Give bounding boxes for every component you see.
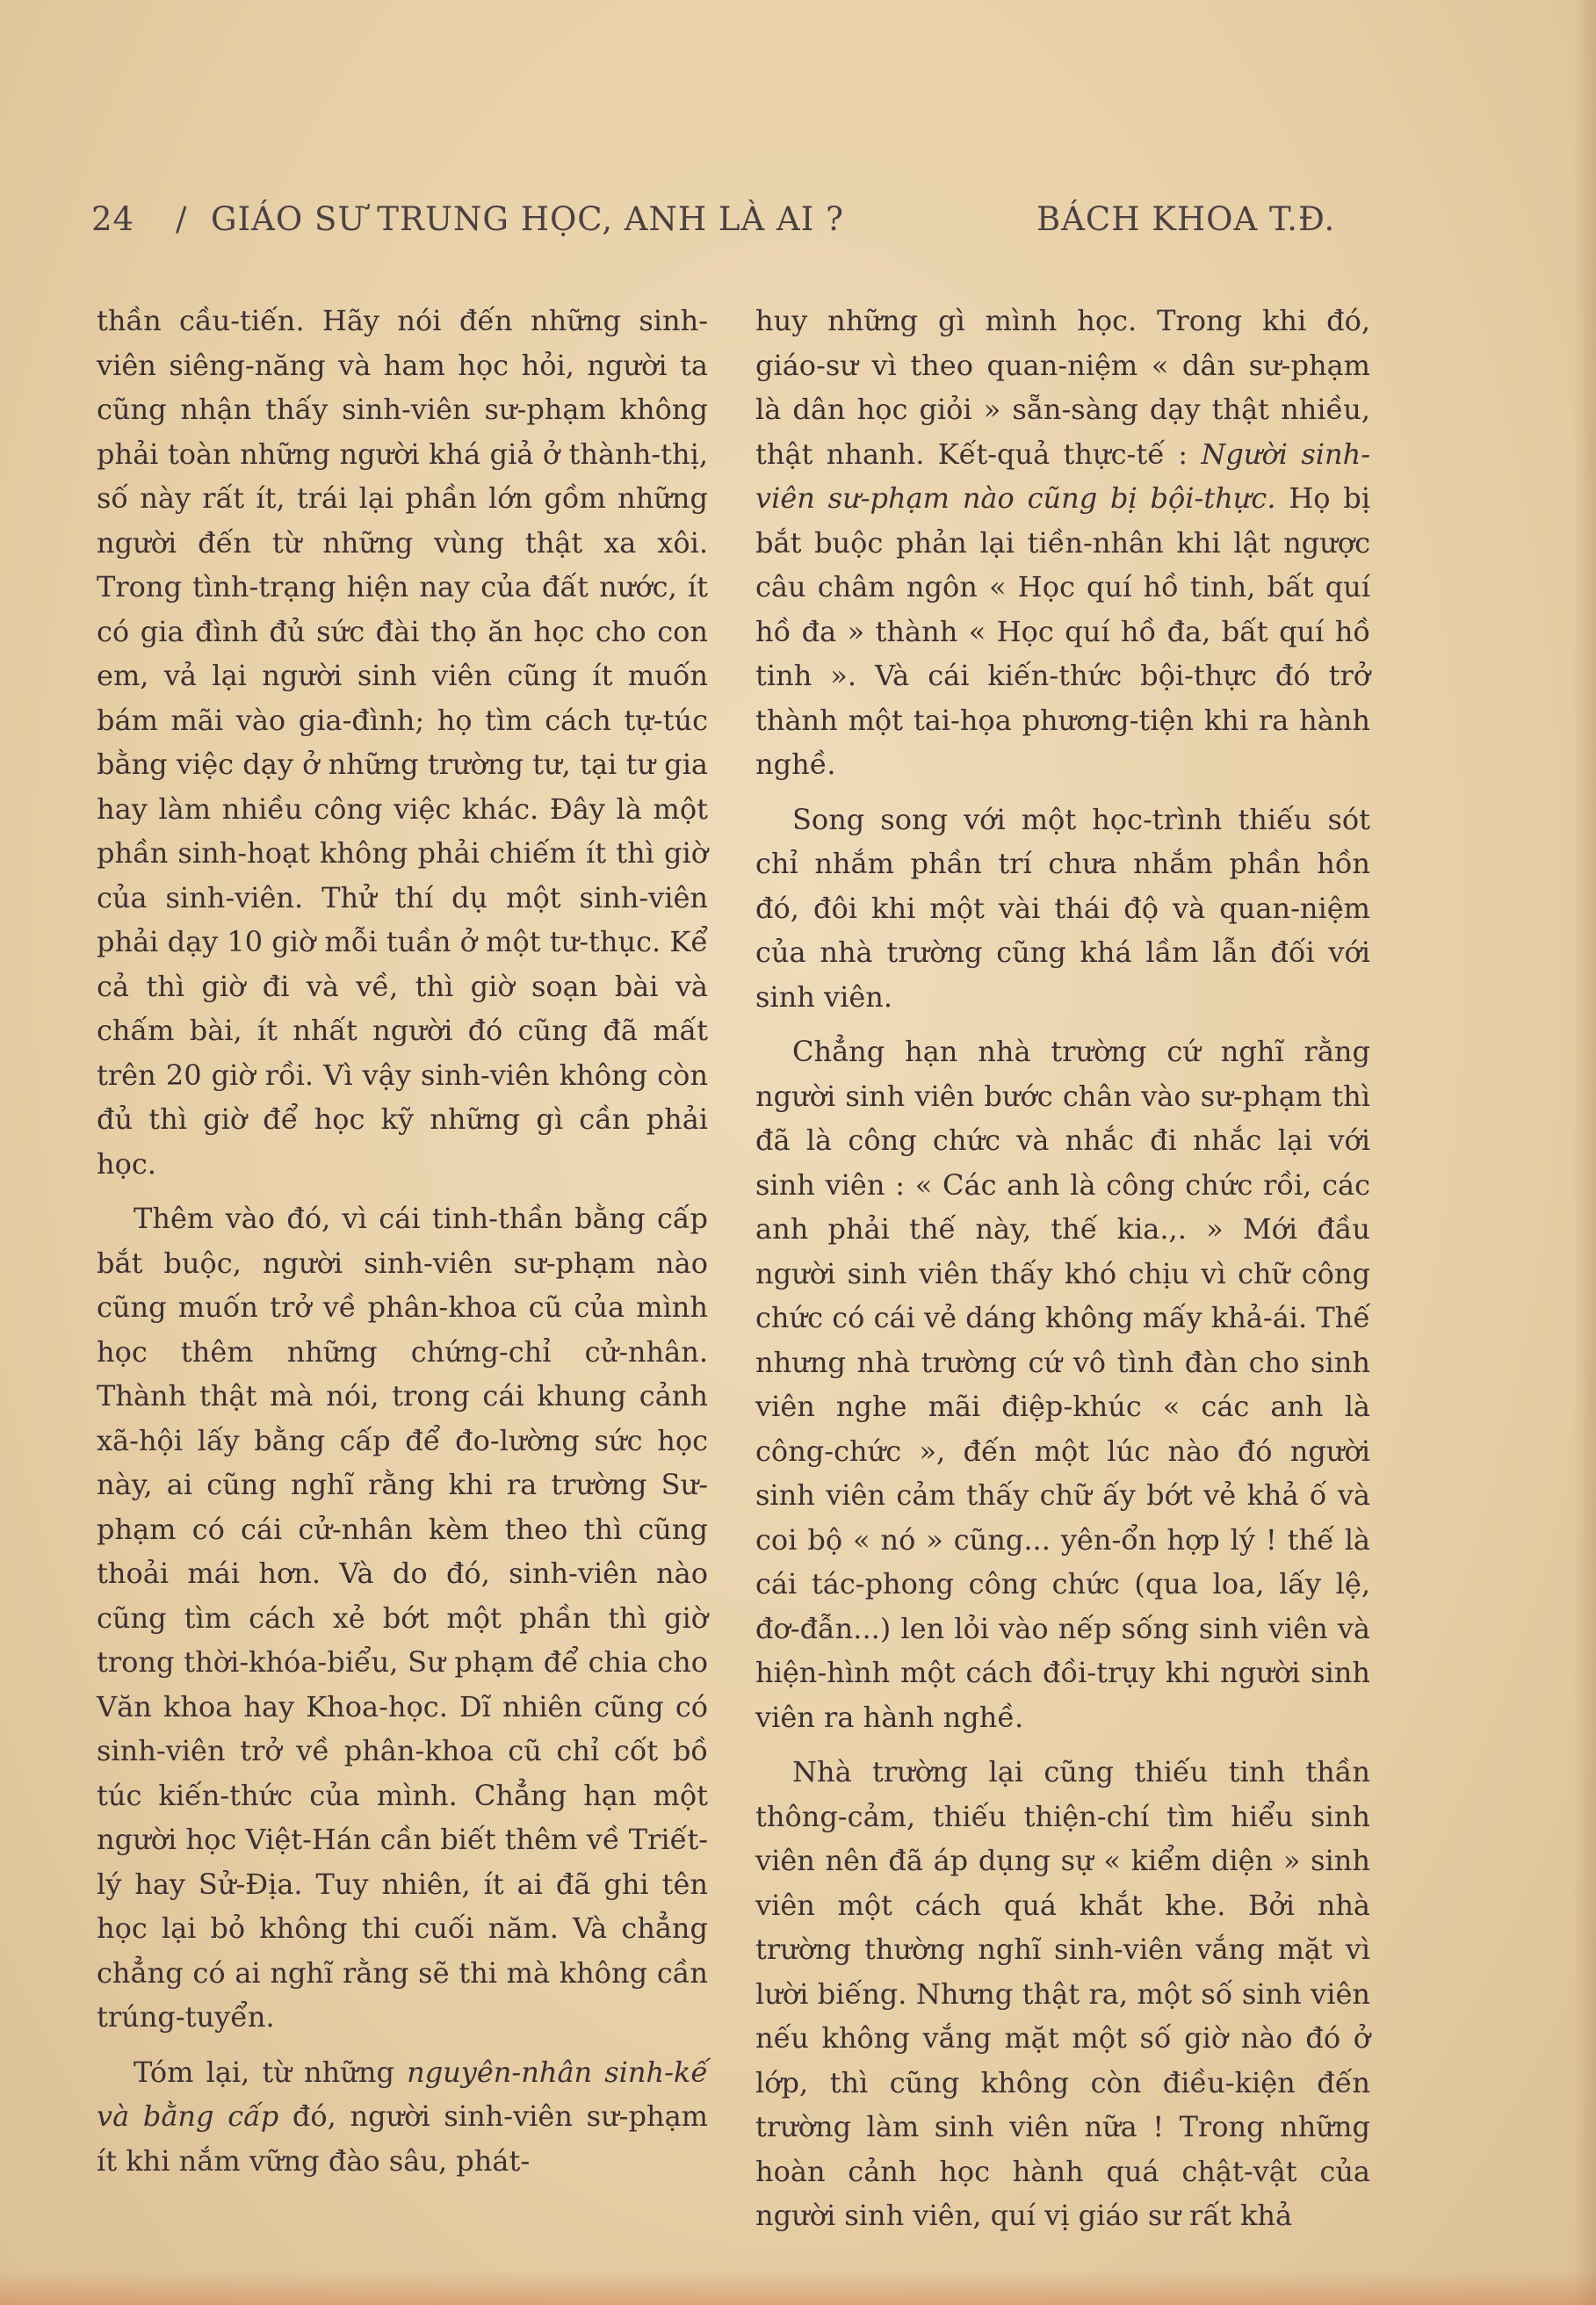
right-p1-emphasis: Người sinh-viên sư-phạm nào cũng bị bội-thực. (755, 437, 1371, 515)
running-header (88, 200, 1388, 253)
page-edge-shadow (1573, 0, 1596, 2305)
right-p1-text-a: huy những gì mình học. Trong khi đó, giáo-sư vì theo quan-niệm « dân sư-phạm là dân học giỏi » sẵn-sàng dạy thật nhiều, thật nhanh. Kết-quả thực-tế : (755, 304, 1370, 471)
left-paragraph-2: Thêm vào đó, vì cái tinh-thần bằng cấp bắt buộc, người sinh-viên sư-phạm nào cũng muốn trở về phân-khoa cũ của mình học thêm những chứng-chỉ cử-nhân. Thành thật mà nói, trong cái khung cảnh xã-hội lấy bằng cấp để đo-lường sức học này, ai cũng nghĩ rằng khi ra trường Sư-phạm có cái cử-nhân kèm theo thì cũng thoải mái hơn. Và do đó, sinh-viên nào cũng tìm cách xẻ bớt một phần thì giờ trong thời-khóa-biểu, Sư phạm để chia cho Văn khoa hay Khoa-học. Dĩ nhiên cũng có sinh-viên trở về phân-khoa cũ chỉ cốt bồ túc kiến-thức của mình. Chẳng hạn một người học Việt-Hán cần biết thêm về Triết-lý hay Sử-Địa. Tuy nhiên, ít ai đã ghi tên học lại bỏ không thi cuối năm. Và chẳng chẳng có ai nghĩ rằng sẽ thi mà không cần trúng-tuyển. (97, 1202, 708, 2034)
left-paragraph-3 (97, 2050, 708, 2184)
page-bottom-stain (0, 2270, 1596, 2305)
left-p3-text-b: đó, người sinh-viên sư-phạm ít khi nắm vững đào sâu, phát- (97, 2099, 709, 2178)
right-paragraph-1 (755, 299, 1370, 787)
article-title: GIÁO SƯ TRUNG HỌC, ANH LÀ AI ? (211, 200, 844, 238)
page-number: 24 (91, 200, 135, 238)
right-column (755, 299, 1370, 2238)
left-paragraph-1: thần cầu-tiến. Hãy nói đến những sinh-viên siêng-năng và ham học hỏi, người ta cũng nhận thấy sinh-viên sư-phạm không phải toàn những người khá giả ở thành-thị, số này rất ít, trái lại phần lớn gồm những người đến từ những vùng thật xa xôi. Trong tình-trạng hiện nay của đất nước, ít có gia đình đủ sức đài thọ ăn học cho con em, vả lại người sinh viên cũng ít muốn bám mãi vào gia-đình; họ tìm cách tự-túc bằng việc dạy ở những trường tư, tại tư gia hay làm nhiều công việc khác. Đây là một phần sinh-hoạt không phải chiếm ít thì giờ của sinh-viên. Thử thí dụ một sinh-viên phải dạy 10 giờ mỗi tuần ở một tư-thục. Kể cả thì giờ đi và về, thì giờ soạn bài và chấm bài, ít nhất người đó cũng đã mất trên 20 giờ rồi. Vì vậy sinh-viên không còn đủ thì giờ để học kỹ những gì cần phải học. (97, 304, 708, 1181)
journal-name: BÁCH KHOA T.Đ. (1036, 200, 1336, 238)
left-p3-emphasis: nguyên-nhân sinh-kế và bằng cấp (97, 2055, 709, 2133)
right-paragraph-4: Nhà trường lại cũng thiếu tinh thần thông-cảm, thiếu thiện-chí tìm hiểu sinh viên nên đã áp dụng sự « kiểm diện » sinh viên một cách quá khắt khe. Bởi nhà trường thường nghĩ sinh-viên vắng mặt vì lười biếng. Nhưng thật ra, một số sinh viên nếu không vắng mặt một số giờ nào đó ở lớp, thì cũng không còn điều-kiện đến trường làm sinh viên nữa ! Trong những hoàn cảnh học hành quá chật-vật của người sinh viên, quí vị giáo sư rất khả (755, 1755, 1370, 2232)
right-paragraph-3: Chẳng hạn nhà trường cứ nghĩ rằng người sinh viên bước chân vào sư-phạm thì đã là công chức và nhắc đi nhắc lại với sinh viên : « Các anh là công chức rồi, các anh phải thế này, thế kia.,. » Mới đầu người sinh viên thấy khó chịu vì chữ công chức có cái vẻ dáng không mấy khả-ái. Thế nhưng nhà trường cứ vô tình đàn cho sinh viên nghe mãi điệp-khúc « các anh là công-chức », đến một lúc nào đó người sinh viên cảm thấy chữ ấy bớt vẻ khả ố và coi bộ « nó » cũng... yên-ổn hợp lý ! thế là cái tác-phong công chức (qua loa, lấy lệ, đơ-đẫn...) len lỏi vào nếp sống sinh viên và hiện-hình một cách đồi-trụy khi người sinh viên ra hành nghề. (755, 1035, 1370, 1734)
right-paragraph-2: Song song với một học-trình thiếu sót chỉ nhắm phần trí chưa nhắm phần hồn đó, đôi khi một vài thái độ và quan-niệm của nhà trường cũng khá lầm lẫn đối với sinh viên. (755, 802, 1370, 1014)
right-p1-text-b: Họ bị bắt buộc phản lại tiền-nhân khi lật ngược câu châm ngôn « Học quí hồ tinh, bất quí hồ đa » thành « Học quí hồ đa, bất quí hồ tinh ». Và cái kiến-thức bội-thực đó trở thành một tai-họa phương-tiện khi ra hành nghề. (755, 481, 1371, 781)
left-p3-text-a: Tóm lại, từ những (134, 2055, 408, 2089)
left-column (97, 299, 708, 2183)
header-separator: / (176, 200, 188, 238)
